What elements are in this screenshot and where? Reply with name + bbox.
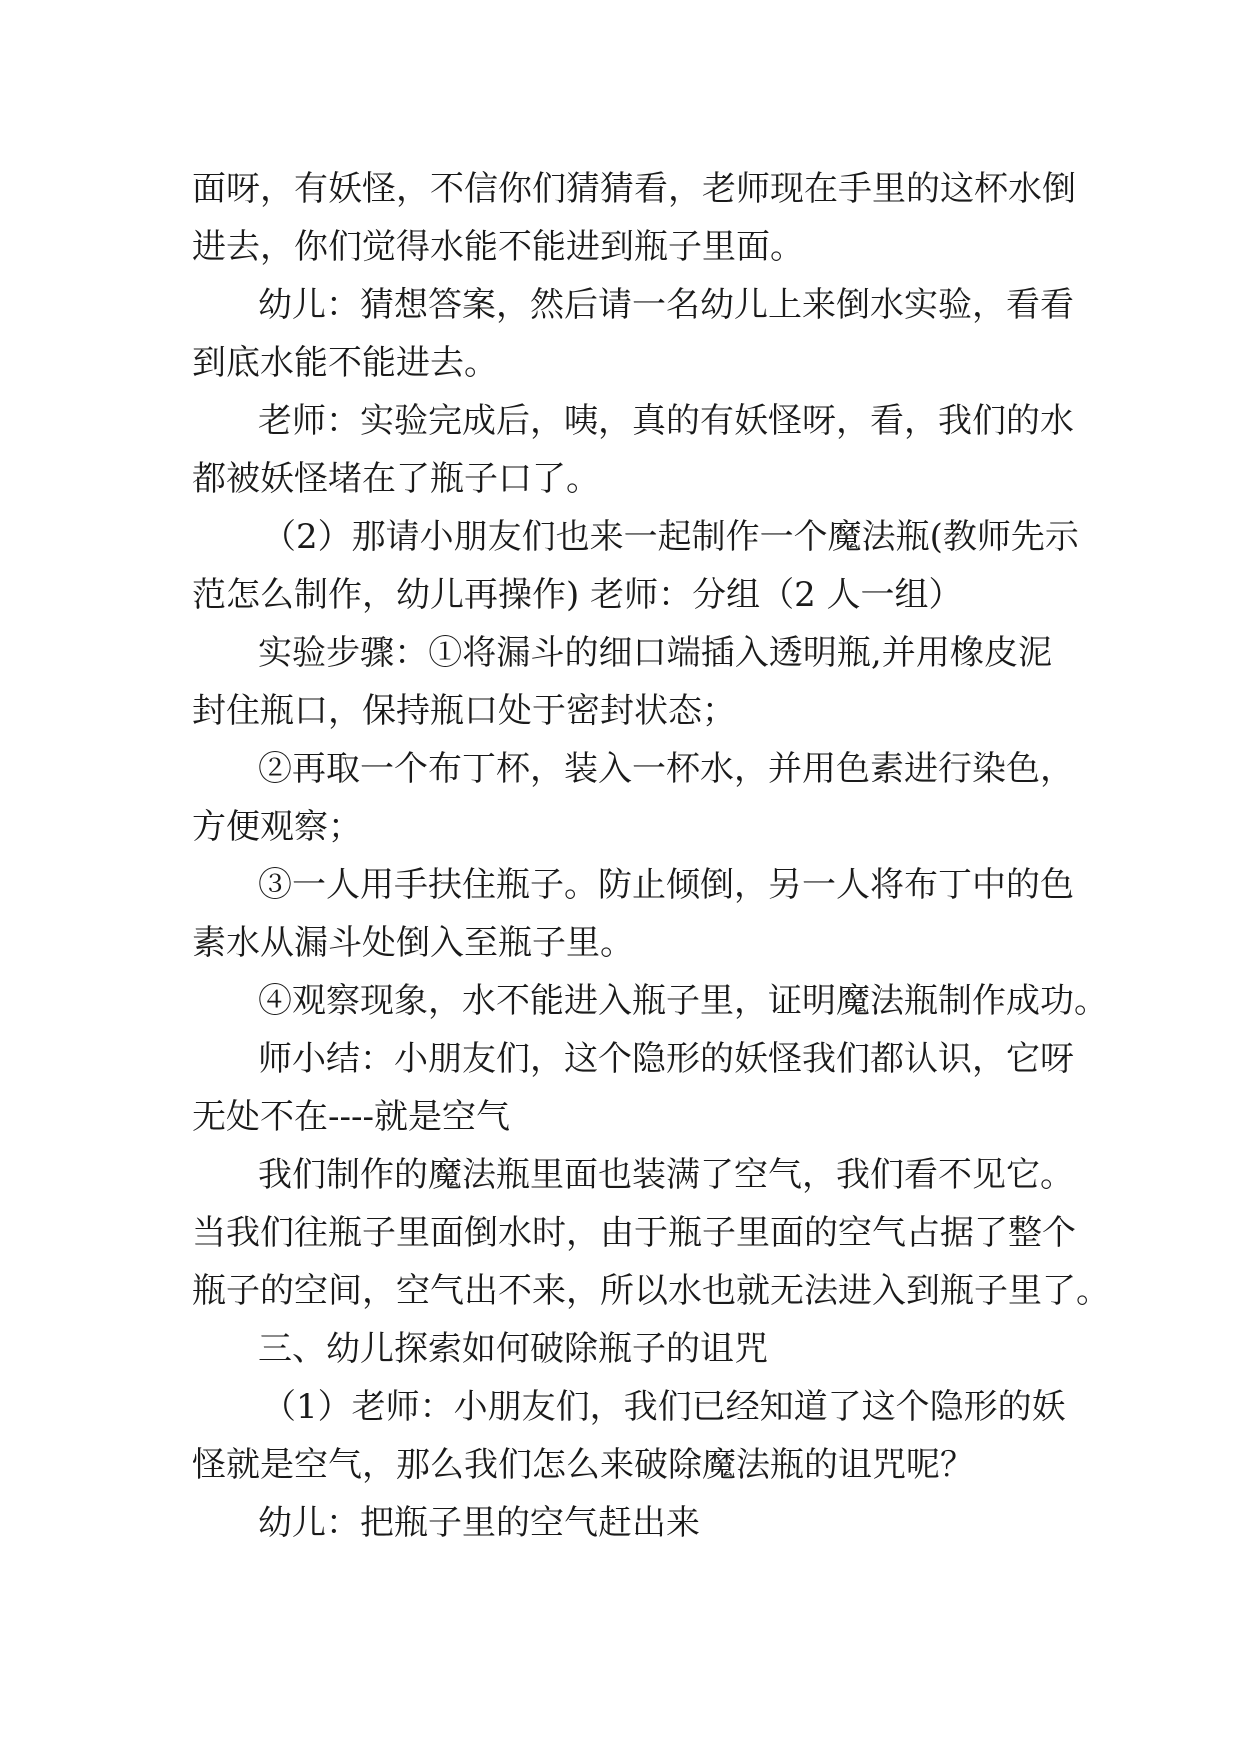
document-body [192, 160, 1110, 1552]
text-line: 我们制作的魔法瓶里面也装满了空气，我们看不见它。 [258, 1155, 1074, 1195]
text-line: 实验步骤：①将漏斗的细口端插入透明瓶,并用橡皮泥 [258, 633, 1052, 673]
text-line: 当我们往瓶子里面倒水时，由于瓶子里面的空气占据了整个 [192, 1213, 1076, 1253]
text-line: ③一人用手扶住瓶子。防止倾倒，另一人将布丁中的色 [258, 865, 1074, 905]
text-line: 师小结：小朋友们，这个隐形的妖怪我们都认识，它呀 [258, 1039, 1074, 1079]
text-line: 封住瓶口，保持瓶口处于密封状态； [192, 691, 736, 731]
text-line: 幼儿：猜想答案，然后请一名幼儿上来倒水实验，看看 [258, 285, 1074, 325]
text-line: 幼儿：把瓶子里的空气赶出来 [258, 1503, 700, 1543]
text-line: 瓶子的空间，空气出不来，所以水也就无法进入到瓶子里了。 [192, 1271, 1110, 1311]
text-line: 进去，你们觉得水能不能进到瓶子里面。 [192, 227, 804, 267]
text-line: 怪就是空气，那么我们怎么来破除魔法瓶的诅咒呢？ [192, 1445, 974, 1485]
text-line: 都被妖怪堵在了瓶子口了。 [192, 459, 600, 499]
text-line: 方便观察； [192, 807, 362, 847]
text-line: 三、幼儿探索如何破除瓶子的诅咒 [258, 1329, 768, 1369]
text-line: 无处不在----就是空气 [192, 1097, 510, 1137]
text-line: （1）老师：小朋友们，我们已经知道了这个隐形的妖 [262, 1387, 1066, 1427]
text-line: 范怎么制作，幼儿再操作) 老师：分组（2 人一组） [192, 575, 963, 615]
text-line: 老师：实验完成后，咦，真的有妖怪呀，看，我们的水 [258, 401, 1074, 441]
text-line: 到底水能不能进去。 [192, 343, 498, 383]
text-line: 素水从漏斗处倒入至瓶子里。 [192, 923, 634, 963]
text-line: （2）那请小朋友们也来一起制作一个魔法瓶(教师先示 [262, 517, 1079, 557]
text-line: 面呀，有妖怪，不信你们猜猜看，老师现在手里的这杯水倒 [192, 169, 1076, 209]
text-line: ④观察现象，水不能进入瓶子里，证明魔法瓶制作成功。 [258, 981, 1108, 1021]
text-line: ②再取一个布丁杯，装入一杯水，并用色素进行染色， [258, 749, 1074, 789]
